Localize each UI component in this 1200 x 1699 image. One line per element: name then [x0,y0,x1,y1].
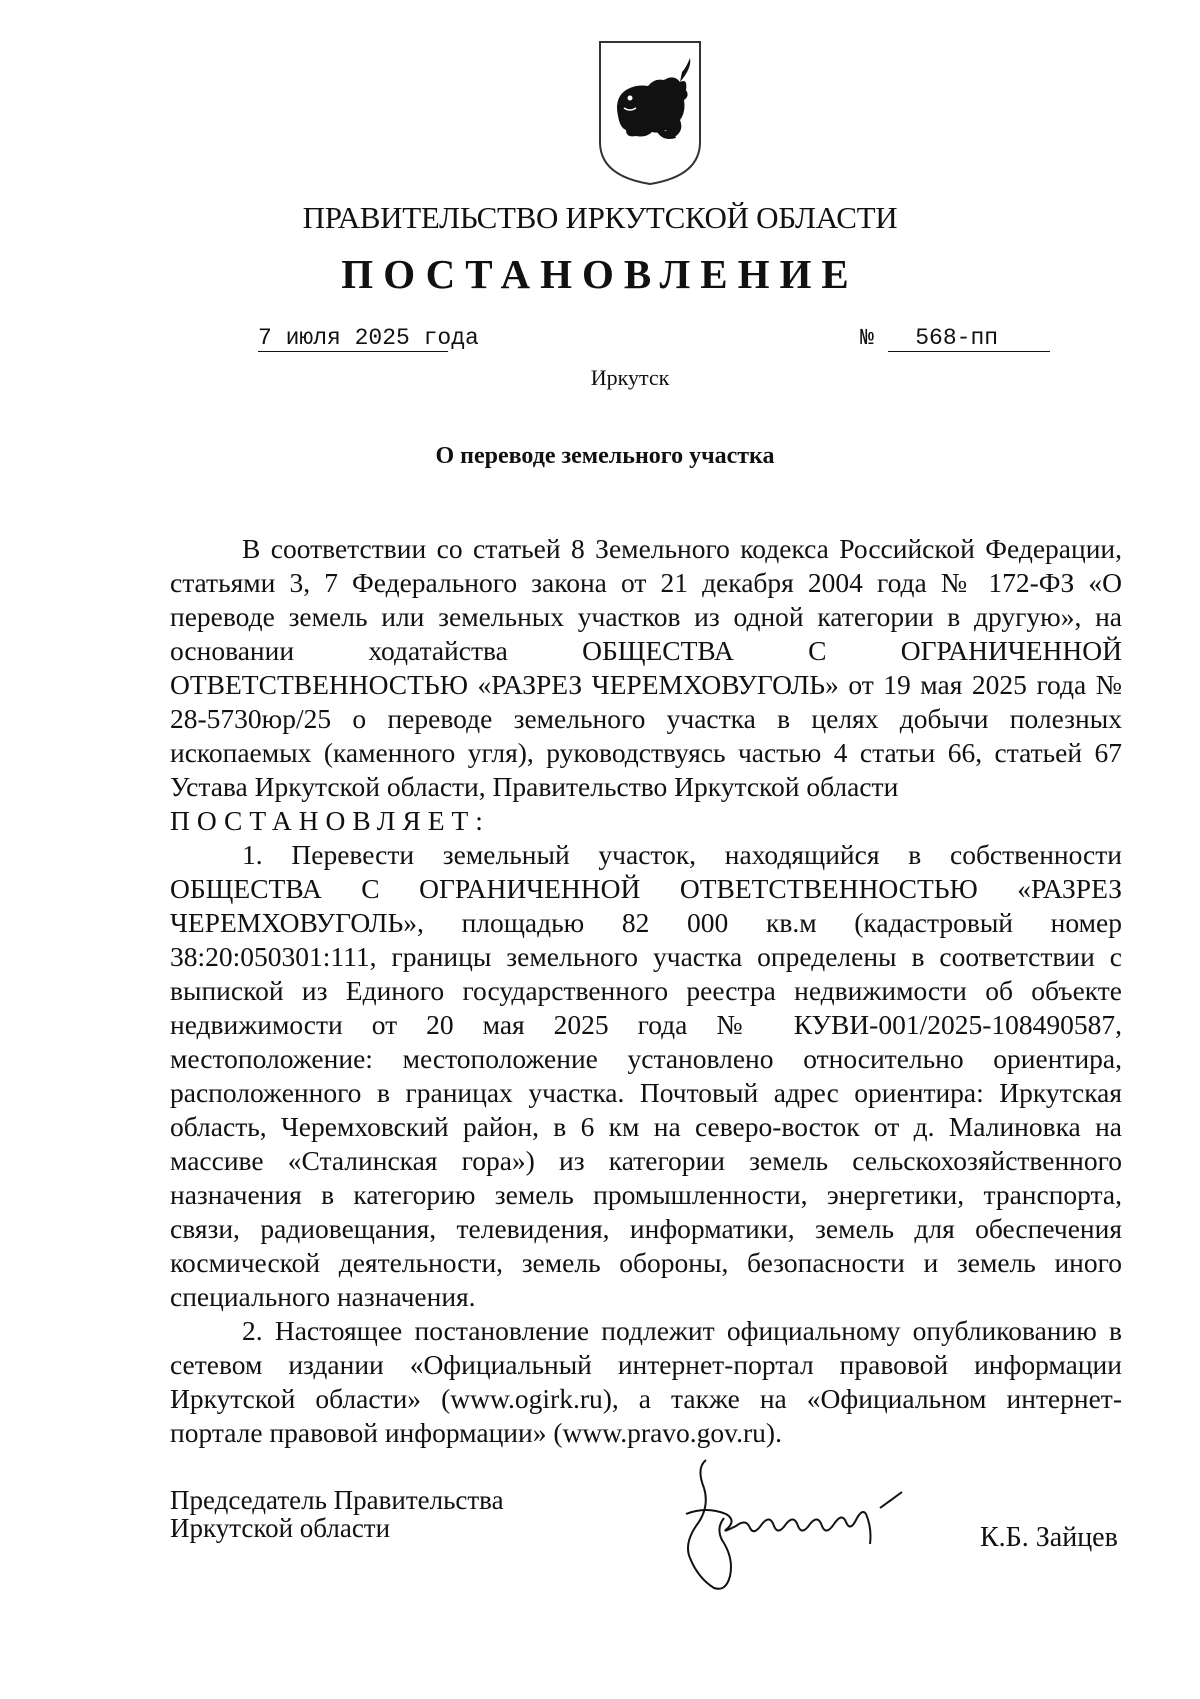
number-value: 568-пп [915,325,999,351]
position-line-1: Председатель Правительства [170,1485,504,1515]
handwritten-signature-icon [666,1448,926,1596]
government-title: ПРАВИТЕЛЬСТВО ИРКУТСКОЙ ОБЛАСТИ [302,200,898,235]
date-value: 7 июля 2025 года [258,325,479,351]
irkutsk-coat-of-arms-icon [596,38,704,188]
signatory-position [170,1486,504,1542]
document-body [170,532,1122,1450]
number-label: № [860,325,874,351]
number-underline [888,351,1050,352]
document-number [860,325,998,351]
preamble-paragraph: В соответствии со статьей 8 Земельного кодекса Российской Федерации, статьями 3, 7 Федерального закона от 21 декабря 2004 года № 172-ФЗ «О переводе земель или земельных участков из одной категории в другую», на основании ходатайства ОБЩЕСТВА С ОГРАНИЧЕННОЙ ОТВЕТСТВЕННОСТЬЮ «РАЗРЕЗ ЧЕРЕМХОВУГОЛЬ» от 19 мая 2025 года № 28-5730юр/25 о переводе земельного участка в целях добычи полезных ископаемых (каменного угля), руководствуясь частью 4 статьи 66, статьей 67 Устава Иркутской области, Правительство Иркутской области [170,533,1122,802]
item-paragraph-2: 2. Настоящее постановление подлежит официальному опубликованию в сетевом издании «Официальный интернет-портал правовой информации Иркутской области» (www.ogirk.ru), а также на «Официальном интернет-портале правовой информации» (www.pravo.gov.ru). [170,1315,1122,1448]
resolves-line: ПОСТАНОВЛЯЕТ: [170,805,490,836]
document-date [258,325,479,351]
signatory-name: К.Б. Зайцев [980,1522,1118,1553]
item-paragraph-1: 1. Перевести земельный участок, находящийся в собственности ОБЩЕСТВА С ОГРАНИЧЕННОЙ ОТВЕТСТВЕННОСТЬЮ «РАЗРЕЗ ЧЕРЕМХОВУГОЛЬ», площадью 82 000 кв.м (кадастровый номер 38:20:050301:111, границы земельного участка определены в соответствии с выпиской из Единого государственного реестра недвижимости об объекте недвижимости от 20 мая 2025 года № КУВИ-001/2025-108490587, местоположение: местоположение установлено относительно ориентира, расположенного в границах участка. Почтовый адрес ориентира: Иркутская область, Черемховский район, в 6 км на северо-восток от д. Малиновка на массиве «Сталинская гора») из категории земель сельскохозяйственного назначения в категорию земель промышленности, энергетики, транспорта, связи, радиовещания, телевидения, информатики, земель для обеспечения космической деятельности, земель обороны, безопасности и земель иного специального назначения. [170,839,1122,1312]
city: Иркутск [590,365,670,390]
document-type: ПОСТАНОВЛЕНИЕ [341,251,859,297]
position-line-2: Иркутской области [170,1513,391,1543]
document-subject: О переводе земельного участка [435,443,775,469]
date-underline [258,351,448,352]
